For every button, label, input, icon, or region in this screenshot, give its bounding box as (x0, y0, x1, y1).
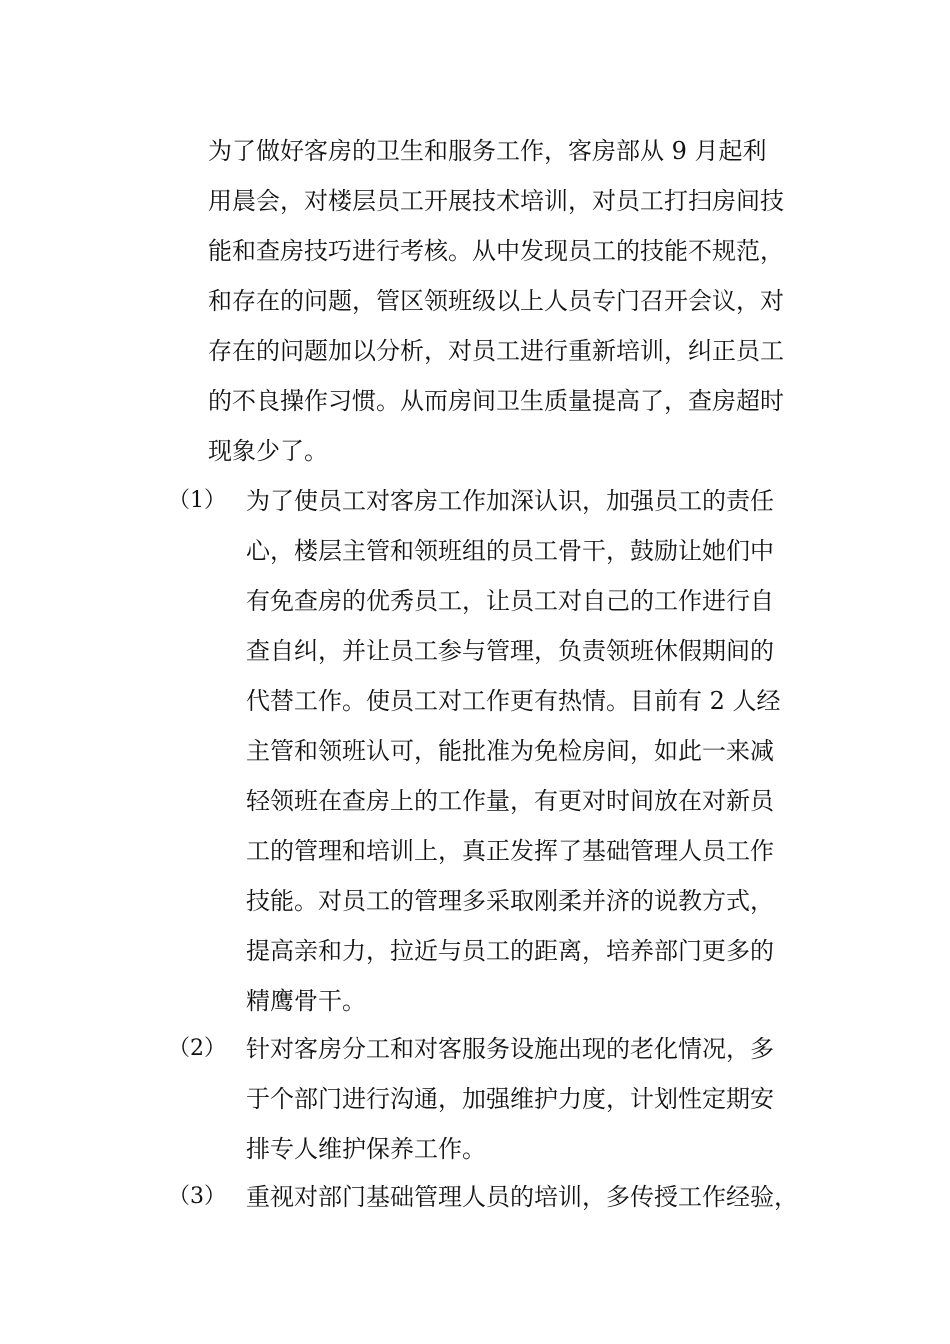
text-line: 技能。对员工的管理多采取刚柔并济的说教方式， (246, 887, 774, 915)
text-line: 于个部门进行沟通，加强维护力度，计划性定期安 (246, 1085, 774, 1113)
text-line: 工的管理和培训上，真正发挥了基础管理人员工作 (246, 837, 774, 865)
text-line: 有免查房的优秀员工，让员工对自己的工作进行自 (246, 587, 774, 615)
text-line: 提高亲和力，拉近与员工的距离，培养部门更多的 (246, 937, 774, 965)
text-line: 针对客房分工和对客服务设施出现的老化情况，多 (246, 1035, 774, 1063)
text-line: 用晨会，对楼层员工开展技术培训，对员工打扫房间技 (208, 187, 784, 215)
text-line: 重视对部门基础管理人员的培训，多传授工作经验， (246, 1183, 798, 1211)
text-line: 现象少了。 (208, 437, 328, 465)
list-item-body (246, 1172, 846, 1222)
text-line: 轻领班在查房上的工作量，有更对时间放在对新员 (246, 787, 774, 815)
text-line: 主管和领班认可，能批准为免检房间，如此一来减 (246, 737, 774, 765)
intro-paragraph (208, 126, 808, 476)
list-item-body (246, 1024, 846, 1174)
text-line: 代替工作。使员工对工作更有热情。目前有 2 人经 (246, 687, 781, 715)
text-line: 为了使员工对客房工作加深认识，加强员工的责任 (246, 487, 774, 515)
text-line: 查自纠，并让员工参与管理，负责领班休假期间的 (246, 637, 774, 665)
list-item-number: （1） (168, 488, 226, 513)
text-line: 能和查房技巧进行考核。从中发现员工的技能不规范， (208, 237, 784, 265)
text-line: 精鹰骨干。 (246, 987, 366, 1015)
text-line: 和存在的问题，管区领班级以上人员专门召开会议，对 (208, 287, 784, 315)
text-line: 为了做好客房的卫生和服务工作，客房部从 9 月起利 (208, 137, 767, 165)
text-line: 心，楼层主管和领班组的员工骨干，鼓励让她们中 (246, 537, 774, 565)
list-item-number: （2） (168, 1036, 226, 1061)
text-line: 存在的问题加以分析，对员工进行重新培训，纠正员工 (208, 337, 784, 365)
list-item-body (246, 476, 846, 1026)
list-item-number: （3） (168, 1184, 226, 1209)
text-line: 的不良操作习惯。从而房间卫生质量提高了，查房超时 (208, 387, 784, 415)
text-line: 排专人维护保养工作。 (246, 1135, 486, 1163)
